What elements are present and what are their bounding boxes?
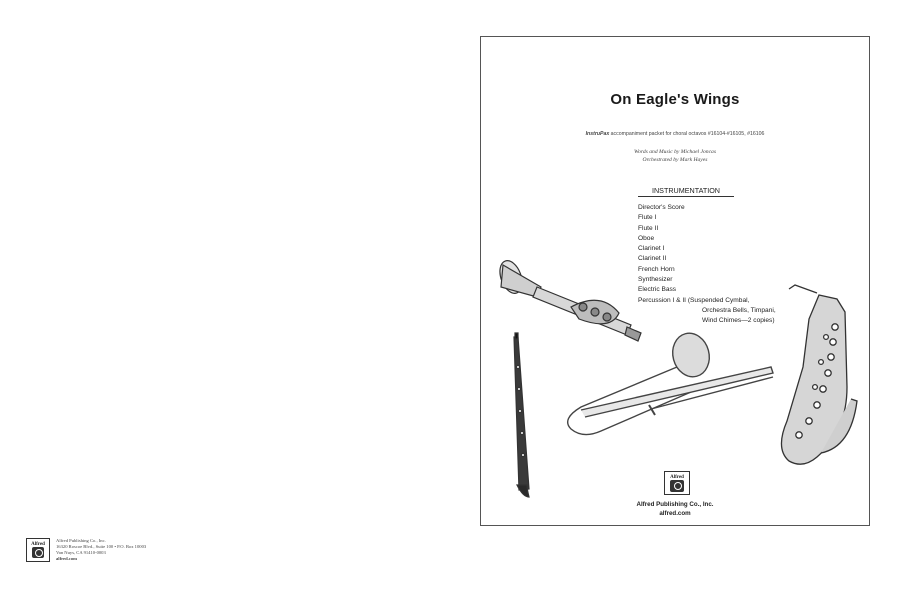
address-website: alfred.com: [56, 556, 77, 561]
address-line-2: 16320 Roscoe Blvd., Suite 100 • P.O. Box 10003: [56, 544, 147, 549]
list-item: Clarinet II: [638, 255, 667, 263]
publisher-address: [56, 538, 146, 562]
list-item: French Horn: [638, 265, 675, 273]
alfred-logo: [664, 471, 690, 495]
instrument-list: [638, 203, 776, 327]
list-item: Synthesizer: [638, 276, 673, 284]
credit-orchestrated: Orchestrated by Mark Hayes: [642, 157, 708, 163]
trumpet-icon: [496, 258, 641, 341]
page-title: On Eagle's Wings: [610, 91, 740, 108]
saxophone-icon: [781, 285, 857, 464]
address-line-3: Van Nuys, CA 91410-0003: [56, 550, 106, 555]
list-item: Oboe: [638, 234, 655, 242]
alfred-mark-icon: [670, 480, 684, 492]
front-cover: [480, 36, 870, 526]
instrumentation-heading: INSTRUMENTATION: [638, 186, 734, 197]
back-publisher-footer: [26, 538, 146, 562]
list-item-continued: Orchestra Bells, Timpani,: [702, 306, 776, 314]
publisher-website: alfred.com: [659, 510, 691, 517]
list-item: Electric Bass: [638, 286, 677, 294]
list-item-continued: Wind Chimes—2 copies): [702, 317, 775, 325]
alfred-logo-small: [26, 538, 50, 562]
list-item: Clarinet I: [638, 245, 665, 253]
list-item: Flute I: [638, 214, 657, 222]
clarinet-icon: [514, 333, 529, 497]
list-item: Percussion I & II (Suspended Cymbal,: [638, 296, 750, 304]
publisher-name: Alfred Publishing Co., Inc.: [636, 501, 714, 508]
alfred-logo-text: Alfred: [670, 474, 684, 480]
packet-description-text: accompaniment packet for choral octavos #16104-#16105, #16106: [609, 131, 765, 137]
list-item: Flute II: [638, 224, 659, 232]
credit-words-music: Words and Music by Michael Joncas: [633, 149, 717, 155]
trombone-icon: [568, 329, 773, 434]
alfred-mark-icon: [32, 547, 44, 558]
alfred-logo-small-text: Alfred: [31, 542, 45, 547]
address-line-1: Alfred Publishing Co., Inc.: [56, 538, 106, 543]
instrupax-brand: InstruPax: [585, 131, 610, 137]
list-item: Director's Score: [638, 204, 685, 211]
